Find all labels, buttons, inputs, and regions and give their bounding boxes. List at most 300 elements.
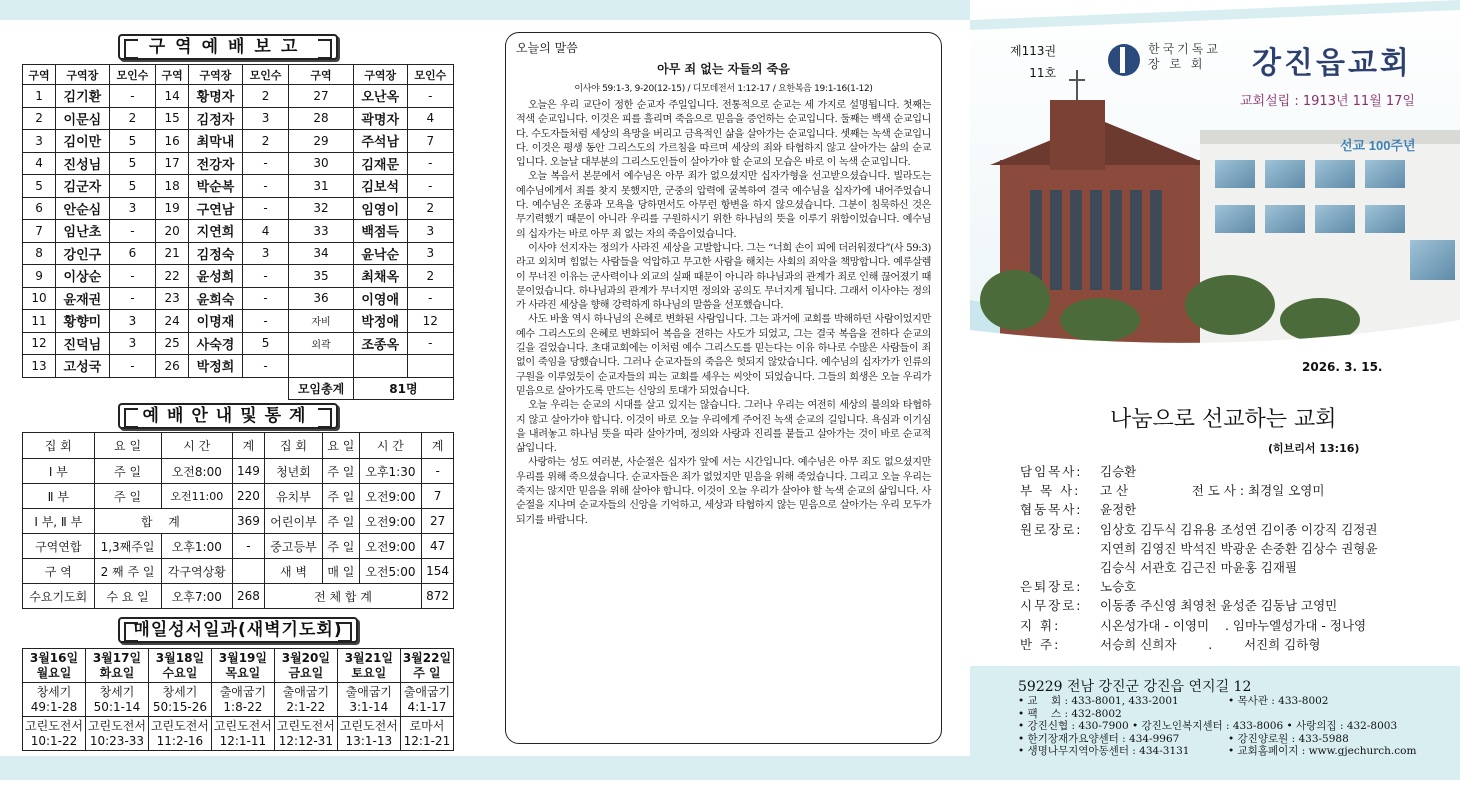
column-header: 구역장 — [189, 65, 243, 85]
reading-book: 고린도전서 — [87, 718, 146, 733]
attendance-cell: 3 — [109, 310, 155, 333]
column-header: 계 — [233, 433, 265, 459]
contact-item: • 강진신협 : 430-7900 • 강진노인복지센터 : 433-8006 • 사랑의집 : 432-8003 — [1018, 720, 1398, 732]
sermon-paragraph: 사도 바울 역시 하나님의 은혜로 변화된 사람입니다. 그는 과거에 교회를 박해하던 사람이었지만 예수 그리스도의 은혜로 변화되어 복음을 전하는 사도가 되었고, 그는 결국 복음을 전하다 순교의 길을 걸었습니다. 초대교회에는 이처럼 예수 그리스도를 믿는다는 이유 하나로 수많은 사람들이 죄 없이 죽임을 당했습니다. 그러나 순교자들의 죽음은 헛되지 않았습니다. 예수님의 십자가가 인류의 구원을 이루었듯이 순교자들의 피는 교회를 세우는 씨앗이 되었습니다. 그들의 희생은 오늘 우리가 믿음으로 살아가도록 만드는 신앙의 토대가 되었습니다. — [516, 314, 931, 397]
reading-passage-cell — [23, 683, 86, 717]
reading-date-cell — [85, 649, 148, 683]
district-cell: 2 — [23, 107, 56, 130]
district-cell: 26 — [156, 355, 189, 378]
contact-item: • 한기장재가요양센터 : 434-9967 — [1018, 732, 1180, 745]
reading-passage-cell — [85, 683, 148, 717]
leader-name-cell: 강인구 — [56, 242, 110, 265]
stats-cell: 7 — [422, 484, 454, 509]
leader-name-cell: 곽명자 — [353, 107, 407, 130]
column-header: 요 일 — [94, 433, 161, 459]
attendance-cell: - — [109, 355, 155, 378]
founded-date: 교회설립 : 1913년 11월 17일 — [1240, 94, 1415, 109]
table-row — [23, 310, 454, 333]
reading-passage-cell — [274, 683, 337, 717]
count-cell: 369 — [233, 509, 265, 534]
district-cell: 16 — [156, 130, 189, 153]
table-row — [23, 242, 454, 265]
leader-name-cell: 윤재권 — [56, 287, 110, 310]
reading-date-cell — [274, 649, 337, 683]
reading-ref: 1:8-22 — [223, 699, 263, 714]
stats-cell: - — [422, 459, 454, 484]
leader-name-cell: 박정희 — [189, 355, 243, 378]
reading-ref: 12:12-31 — [278, 733, 333, 748]
reading-date: 3월22일 — [402, 650, 452, 665]
reading-book: 고린도전서 — [213, 718, 272, 733]
stats-cell: 2 째 주 일 — [94, 559, 161, 584]
reading-day: 목요일 — [225, 665, 261, 680]
leader-name-cell: 진성님 — [56, 152, 110, 175]
district-cell: 34 — [289, 242, 354, 265]
table-row — [23, 152, 454, 175]
staff-row — [1020, 577, 1377, 596]
volume: 제113권 — [1010, 44, 1057, 58]
column-header: 구역장 — [56, 65, 110, 85]
table-row — [23, 107, 454, 130]
reading-date-cell — [337, 649, 400, 683]
staff-names: 김승식 서관호 김근진 마윤홍 김재필 — [1100, 560, 1298, 576]
contact-item: • 목사관 : 433-8002 — [1228, 695, 1329, 707]
column-header: 모인수 — [407, 65, 453, 85]
district-cell: 25 — [156, 332, 189, 355]
reading-book: 창세기 — [99, 684, 135, 699]
attendance-cell: 2 — [109, 107, 155, 130]
denomination-logo-icon — [1108, 44, 1140, 76]
district-cell: 36 — [289, 287, 354, 310]
staff-row — [1020, 596, 1377, 615]
leader-name-cell: 임난초 — [56, 220, 110, 243]
staff-names: 윤정한 — [1100, 502, 1137, 518]
stats-cell: 1,3째주일 — [94, 534, 161, 559]
staff-role: 은퇴장로: — [1020, 579, 1083, 595]
reading-passage-cell — [85, 717, 148, 751]
district-cell: 19 — [156, 197, 189, 220]
attendance-cell: 3 — [109, 197, 155, 220]
contact-row — [1018, 720, 1416, 733]
district-cell: 8 — [23, 242, 56, 265]
table-row — [23, 355, 454, 378]
reading-ref: 10:1-22 — [30, 733, 78, 748]
reading-date: 3월16일 — [29, 650, 79, 665]
reading-ref: 3:1-14 — [349, 699, 389, 714]
district-cell: 13 — [23, 355, 56, 378]
reading-date-cell — [211, 649, 274, 683]
attendance-cell: 3 — [407, 220, 453, 243]
sermon-paragraph: 오늘은 우리 교단이 정한 순교자 주일입니다. 전통적으로 순교는 세 가지로 설명됩니다. 첫째는 적색 순교입니다. 이것은 피를 흘리며 죽음으로 믿음을 증언하는 순교입니다. 둘째는 백색 순교입니다. 수도자들처럼 세상의 욕망을 버리고 금욕적인 삶을 살아가는 순교입니다. 셋째는 녹색 순교입니다. 이것은 평생 동안 그리스도의 가르침을 따르며 세상의 죄와 타협하지 않고 살아가는 삶의 순교입니다. 오늘날 대부분의 그리스도인들이 살아가야 할 순교의 모습은 바로 이 녹색 순교입니다. — [516, 100, 931, 169]
reading-book: 고린도전서 — [339, 718, 398, 733]
sum-label-cell: 합 계 — [94, 509, 233, 534]
district-cell: 9 — [23, 265, 56, 288]
sermon-scripture: 이사야 59:1-3, 9-20(12-15) / 디모데전서 1:12-17 / 요한복음 19:1-16(1-12) — [574, 84, 873, 94]
leader-name-cell: 황명자 — [189, 85, 243, 108]
total-value: 81명 — [353, 377, 453, 399]
table-row — [23, 534, 454, 559]
total-row — [23, 377, 454, 399]
leader-name-cell: 구연남 — [189, 197, 243, 220]
stats-cell: 오전9:00 — [359, 534, 422, 559]
table-row — [23, 175, 454, 198]
reading-ref: 50:15-26 — [152, 699, 208, 714]
stats-cell: Ⅱ 부 — [23, 484, 95, 509]
reading-passage-cell — [211, 717, 274, 751]
leader-name-cell: 김기환 — [56, 85, 110, 108]
staff-row — [1020, 558, 1377, 577]
attendance-cell: - — [407, 152, 453, 175]
district-cell: 1 — [23, 85, 56, 108]
stats-cell: 154 — [422, 559, 454, 584]
denomination-name — [1148, 42, 1221, 72]
attendance-cell: 3 — [407, 242, 453, 265]
staff-names: 이동종 주신영 최영천 윤성준 김동남 고영민 — [1100, 598, 1338, 614]
staff-names: 지연희 김영진 박석진 박광운 손중환 김상수 권형윤 — [1100, 540, 1378, 556]
attendance-cell: 4 — [242, 220, 288, 243]
reading-day: 수요일 — [162, 665, 198, 680]
leader-name-cell: 김정자 — [189, 107, 243, 130]
district-cell: 33 — [289, 220, 354, 243]
leader-name-cell: 이상순 — [56, 265, 110, 288]
stats-cell: 220 — [233, 484, 265, 509]
leader-name-cell: 백점득 — [353, 220, 407, 243]
table-row — [23, 332, 454, 355]
district-cell: 15 — [156, 107, 189, 130]
stats-cell: 오후7:00 — [161, 584, 233, 609]
church-name: 강진읍교회 — [1252, 46, 1412, 81]
reading-book: 창세기 — [162, 684, 198, 699]
contact-lines — [1018, 695, 1416, 758]
leader-name-cell: 윤희숙 — [189, 287, 243, 310]
stats-cell: 주 일 — [323, 534, 359, 559]
stats-cell: 오전11:00 — [161, 484, 233, 509]
total-label: 모임총계 — [289, 377, 354, 399]
reading-date: 3월19일 — [218, 650, 267, 665]
reading-date-cell — [400, 649, 453, 683]
leader-name-cell: 김보석 — [353, 175, 407, 198]
district-cell: 14 — [156, 85, 189, 108]
staff-role: 반 주: — [1020, 636, 1061, 652]
attendance-cell: - — [242, 197, 288, 220]
column-header: 구역장 — [353, 65, 407, 85]
reading-day: 화요일 — [99, 665, 135, 680]
stats-cell: 주 일 — [94, 459, 161, 484]
church-address: 59229 전남 강진군 강진읍 연지길 12 — [1018, 679, 1252, 695]
district-cell: 20 — [156, 220, 189, 243]
attendance-cell: 6 — [109, 242, 155, 265]
reading-date: 3월18일 — [155, 650, 205, 665]
district-cell: 29 — [289, 130, 354, 153]
reading-book: 출애굽기 — [219, 684, 267, 699]
stats-cell: 오후1:30 — [359, 459, 422, 484]
district-cell: 3 — [23, 130, 56, 153]
district-cell — [289, 355, 354, 378]
reading-date: 3월21일 — [344, 650, 393, 665]
staff-row — [1020, 462, 1377, 481]
reading-ref: 13:1-13 — [345, 733, 393, 748]
table-row — [23, 85, 454, 108]
column-header: 요 일 — [323, 433, 359, 459]
attendance-cell: 3 — [242, 242, 288, 265]
leader-name-cell: 김이만 — [56, 130, 110, 153]
attendance-cell: 5 — [109, 175, 155, 198]
reading-passage-cell — [148, 683, 211, 717]
column-header: 모인수 — [109, 65, 155, 85]
volume-issue — [1010, 40, 1056, 84]
bulletin-date: 2026. 3. 15. — [1302, 360, 1383, 374]
reading-book: 고린도전서 — [276, 718, 335, 733]
district-cell: 12 — [23, 332, 56, 355]
table-row — [23, 287, 454, 310]
sermon-paragraph: 오늘 우리는 순교의 시대를 살고 있지는 않습니다. 그러나 우리는 여전히 세상의 불의와 타협하지 않고 살아가야 합니다. 이것이 바로 오늘 우리에게 주어진 녹색 순교의 길입니다. 욕심과 이기심을 내려놓고 하나님 뜻을 따라 살아가며, 정의와 사랑과 진리를 붙들고 살아가는 것이 바로 순교적 삶입니다. — [516, 400, 931, 455]
reading-book: 출애굽기 — [282, 684, 330, 699]
district-cell: 27 — [289, 85, 354, 108]
table-row — [23, 265, 454, 288]
attendance-cell: - — [242, 265, 288, 288]
district-cell: 23 — [156, 287, 189, 310]
leader-name-cell: 이영애 — [353, 287, 407, 310]
reading-date: 3월20일 — [281, 650, 330, 665]
leader-name-cell: 이명재 — [189, 310, 243, 333]
contact-row — [1018, 708, 1416, 721]
table-header-row — [23, 65, 454, 85]
reading-passage-cell — [400, 717, 453, 751]
contact-row — [1018, 745, 1416, 758]
service-stats-table — [22, 432, 454, 609]
stats-cell: 수 요 일 — [94, 584, 161, 609]
leader-name-cell: 황향미 — [56, 310, 110, 333]
sermon-title: 아무 죄 없는 자들의 죽음 — [657, 62, 790, 76]
leader-name-cell: 주석남 — [353, 130, 407, 153]
issue: 11호 — [1029, 66, 1057, 80]
reading-day: 월요일 — [36, 665, 72, 680]
sermon-paragraph: 사랑하는 성도 여러분, 사순절은 십자가 앞에 서는 시간입니다. 예수님은 아무 죄도 없으셨지만 우리를 위해 죽으셨습니다. 순교자들은 죄가 없었지만 믿음을 위해 죽었습니다. 그리고 오늘 우리는 죽지는 않지만 믿음을 위해 살아야 합니다. 이것이 오늘 우리가 살아야 할 녹색 순교의 삶입니다. 사순절을 지나며 순교자들의 신앙을 기억하고, 세상과 타협하지 않는 믿음으로 살아가는 우리 모두가 되기를 바랍니다. — [516, 457, 931, 526]
table-row — [23, 484, 454, 509]
stats-cell: 수요기도회 — [23, 584, 95, 609]
table-row — [23, 509, 454, 534]
contact-item: • 팩 스 : 432-8002 — [1018, 707, 1122, 720]
column-header: 집 회 — [264, 433, 322, 459]
grand-total-label: 전 체 합 계 — [264, 584, 421, 609]
district-cell: 24 — [156, 310, 189, 333]
stats-cell: 각구역상황 — [161, 559, 233, 584]
church-motto: 나눔으로 선교하는 교회 — [1110, 407, 1337, 432]
stats-cell: - — [233, 534, 265, 559]
column-header: 집 회 — [23, 433, 95, 459]
attendance-cell: - — [109, 85, 155, 108]
stats-cell — [233, 559, 265, 584]
attendance-cell: 5 — [242, 332, 288, 355]
reading-row — [23, 717, 454, 751]
staff-role — [1020, 539, 1100, 558]
reading-row — [23, 649, 454, 683]
attendance-cell: - — [242, 310, 288, 333]
attendance-cell: 12 — [407, 310, 453, 333]
reading-day: 금요일 — [288, 665, 324, 680]
attendance-cell: - — [407, 175, 453, 198]
stats-cell: 구 역 — [23, 559, 95, 584]
table-row — [23, 197, 454, 220]
stats-cell: 중고등부 — [264, 534, 322, 559]
leader-name-cell: 조종옥 — [353, 332, 407, 355]
stats-cell: 오후1:00 — [161, 534, 233, 559]
leader-name-cell: 윤낙순 — [353, 242, 407, 265]
stats-cell: 오전9:00 — [359, 509, 422, 534]
attendance-cell: - — [407, 287, 453, 310]
reading-ref: 11:2-16 — [156, 733, 204, 748]
leader-name-cell: 박순복 — [189, 175, 243, 198]
leader-name-cell: 안순심 — [56, 197, 110, 220]
table-row — [23, 559, 454, 584]
stats-cell: 주 일 — [323, 509, 359, 534]
leader-name-cell: 최막내 — [189, 130, 243, 153]
reading-date-cell — [148, 649, 211, 683]
worship-report-title: 구역예배보고 — [118, 34, 338, 60]
leader-name-cell: 박정애 — [353, 310, 407, 333]
stats-cell: 27 — [422, 509, 454, 534]
staff-role: 담임목사: — [1020, 464, 1083, 479]
attendance-cell: 2 — [407, 197, 453, 220]
reading-book: 로마서 — [409, 718, 445, 733]
stats-cell: 오전8:00 — [161, 459, 233, 484]
stats-cell: 오전5:00 — [359, 559, 422, 584]
blank-cell — [23, 377, 289, 399]
service-stats-title: 예배안내및통계 — [118, 403, 338, 429]
daily-reading-table — [22, 648, 454, 751]
reading-day: 토요일 — [351, 665, 387, 680]
attendance-cell: 5 — [109, 152, 155, 175]
reading-ref: 4:1-17 — [407, 699, 447, 714]
district-cell: 11 — [23, 310, 56, 333]
attendance-cell: - — [242, 287, 288, 310]
motto-reference: (히브리서 13:16) — [1268, 442, 1360, 455]
attendance-cell: - — [242, 175, 288, 198]
column-header: 시 간 — [161, 433, 233, 459]
district-cell: 외곽 — [289, 332, 354, 355]
banner-text: 선교 100주년 — [1340, 138, 1416, 153]
table-row — [23, 459, 454, 484]
reading-passage-cell — [337, 683, 400, 717]
table-row — [23, 584, 454, 609]
contact-row — [1018, 733, 1416, 746]
sermon-body — [516, 99, 931, 528]
stats-cell: 구역연합 — [23, 534, 95, 559]
staff-role: 원로장로: — [1020, 521, 1083, 537]
staff-row — [1020, 500, 1377, 519]
stats-cell: I 부 — [23, 459, 95, 484]
attendance-cell: - — [407, 85, 453, 108]
table-header-row — [23, 433, 454, 459]
attendance-cell: - — [109, 220, 155, 243]
leader-name-cell: 최채옥 — [353, 265, 407, 288]
column-header: 모인수 — [242, 65, 288, 85]
leader-name-cell: 지연희 — [189, 220, 243, 243]
staff-row — [1020, 539, 1377, 558]
reading-ref: 12:1-11 — [219, 733, 267, 748]
stats-cell: 유치부 — [264, 484, 322, 509]
contact-item: • 생명나무지역아동센터 : 434-3131 — [1018, 745, 1190, 757]
stats-cell: 주 일 — [94, 484, 161, 509]
leader-name-cell: 임영이 — [353, 197, 407, 220]
attendance-cell: - — [242, 355, 288, 378]
leader-name-cell: 오난옥 — [353, 85, 407, 108]
contact-row — [1018, 695, 1416, 708]
column-header: 구역 — [156, 65, 189, 85]
stats-cell: 주 일 — [323, 459, 359, 484]
staff-names: 김승환 — [1100, 464, 1137, 479]
district-cell: 31 — [289, 175, 354, 198]
sermon-label: 오늘의 말씀 — [516, 41, 578, 55]
leader-name-cell — [353, 355, 407, 378]
grand-total-value: 872 — [422, 584, 454, 609]
reading-passage-cell — [23, 717, 86, 751]
attendance-cell: 2 — [407, 265, 453, 288]
sermon-paragraph: 이사야 선지자는 정의가 사라진 세상을 고발합니다. 그는 “너희 손이 피에 더러워졌다”(사 59:3)라고 외치며 힘없는 사람들을 억압하고 무고한 사람을 해치는 사회의 죄악을 책망합니다. 예루살렘이 무너진 이유는 군사력이나 외교의 실패 때문이 아니라 하나님과의 관계가 죄로 인해 끊어졌기 때문이었습니다. 하나님과의 관계가 무너지면 정의와 공의도 무너지게 됩니다. 그래서 이사야는 정의가 사라진 세상을 향해 강력하게 하나님의 말씀을 선포했습니다. — [516, 242, 931, 312]
staff-list — [1020, 462, 1377, 654]
attendance-cell: 3 — [109, 332, 155, 355]
staff-role: 시무장로: — [1020, 598, 1083, 614]
staff-names: 고 산 전 도 사 : 최경일 오영미 — [1100, 483, 1325, 499]
attendance-cell: 5 — [109, 130, 155, 153]
stats-cell: 268 — [233, 584, 265, 609]
contact-item: • 강진양로원 : 433-5988 — [1228, 732, 1349, 745]
column-header: 구역 — [289, 65, 354, 85]
reading-ref: 50:1-14 — [93, 699, 141, 714]
denomination-line-1: 한국기독교 — [1148, 42, 1221, 56]
staff-names: 서승희 신희자 . 서진희 김하형 — [1100, 636, 1321, 652]
district-cell: 4 — [23, 152, 56, 175]
leader-name-cell: 이문심 — [56, 107, 110, 130]
attendance-cell: - — [109, 265, 155, 288]
attendance-cell: 3 — [242, 107, 288, 130]
attendance-cell: 7 — [407, 130, 453, 153]
table-row — [23, 130, 454, 153]
district-cell: 6 — [23, 197, 56, 220]
service-name-cell: I 부, Ⅱ 부 — [23, 509, 95, 534]
leader-name-cell: 사숙경 — [189, 332, 243, 355]
district-cell: 21 — [156, 242, 189, 265]
reading-book: 출애굽기 — [345, 684, 393, 699]
stats-cell: 주 일 — [323, 484, 359, 509]
attendance-cell: - — [109, 287, 155, 310]
leader-name-cell: 김정숙 — [189, 242, 243, 265]
attendance-cell — [407, 355, 453, 378]
staff-row — [1020, 481, 1377, 500]
sermon-box — [505, 32, 942, 744]
district-cell: 28 — [289, 107, 354, 130]
staff-row — [1020, 616, 1377, 635]
leader-name-cell: 윤성희 — [189, 265, 243, 288]
district-cell: 5 — [23, 175, 56, 198]
reading-ref: 12:1-21 — [403, 733, 451, 748]
attendance-cell: 4 — [407, 107, 453, 130]
column-header: 계 — [422, 433, 454, 459]
reading-passage-cell — [211, 683, 274, 717]
reading-ref: 2:1-22 — [286, 699, 326, 714]
table-row — [23, 220, 454, 243]
leader-name-cell: 진덕님 — [56, 332, 110, 355]
reading-date: 3월17일 — [92, 650, 142, 665]
reading-ref: 10:23-33 — [89, 733, 145, 748]
reading-passage-cell — [400, 683, 453, 717]
stats-cell: 어린이부 — [264, 509, 322, 534]
reading-book: 고린도전서 — [150, 718, 209, 733]
staff-role: 협동목사: — [1020, 502, 1083, 518]
district-cell: 10 — [23, 287, 56, 310]
leader-name-cell: 김군자 — [56, 175, 110, 198]
denomination-line-2: 장 로 회 — [1148, 57, 1206, 71]
